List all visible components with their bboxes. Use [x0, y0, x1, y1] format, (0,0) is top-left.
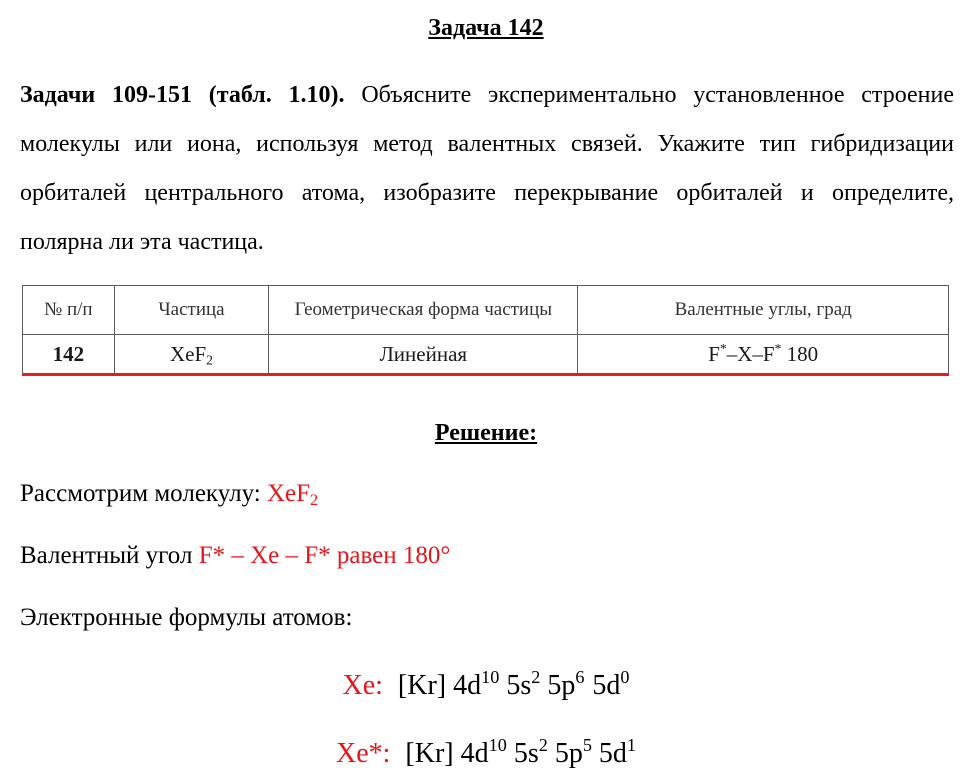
xe-star-5p-exp: 5	[582, 735, 592, 756]
task-reference: Задачи 109-151 (табл. 1.10).	[20, 82, 345, 108]
table-header-row	[23, 286, 949, 335]
header-number: № п/п	[23, 286, 115, 335]
molecule-formula-base: XeF	[266, 480, 311, 507]
header-angles: Валентные углы, град	[578, 286, 949, 335]
xe-5s: 5s	[499, 670, 532, 701]
xe-star-5d: 5d	[591, 738, 627, 769]
angle-value: 180	[781, 341, 819, 366]
xe-star-4d-exp: 10	[488, 735, 507, 756]
molecule-line	[20, 478, 318, 510]
solution-title: Решение:	[434, 420, 538, 446]
cell-particle	[114, 335, 269, 375]
angle-line	[20, 540, 450, 572]
header-shape: Геометрическая форма частицы	[269, 286, 578, 335]
task-text: Объясните экспериментально установленное строение молекулы или иона, используя метод валентных связей. Укажите тип гибридизации орбиталей центрального атома, изобразите перекрывание орбиталей и определите, полярна ли эта частица.	[20, 82, 955, 255]
xe-core: [Kr] 4d	[397, 670, 482, 701]
header-particle: Частица	[114, 286, 269, 335]
xe-5d: 5d	[592, 670, 621, 701]
problem-title: Задача 142	[428, 15, 544, 41]
xe-4d-exp: 10	[481, 667, 500, 688]
xe-5s-exp: 2	[531, 667, 541, 688]
cell-number: 142	[23, 335, 115, 375]
particle-subscript: 2	[206, 351, 213, 367]
xe-star-label: Xe*:	[335, 738, 391, 769]
xe-5d-exp: 0	[620, 667, 630, 688]
cell-angle	[578, 335, 949, 375]
xe-5p-exp: 6	[575, 667, 585, 688]
cell-shape: Линейная	[269, 335, 578, 375]
xe-star-5s: 5s	[506, 738, 539, 769]
electron-formulas-heading: Электронные формулы атомов:	[20, 604, 353, 631]
molecule-formula-sub: 2	[310, 491, 319, 510]
angle-star-1: *	[719, 340, 727, 356]
parameters-table	[22, 285, 949, 376]
angle-label: Валентный угол	[20, 542, 199, 569]
molecule-formula	[266, 480, 319, 510]
xe-5p: 5p	[540, 670, 576, 701]
xe-star-core: [Kr] 4d	[405, 738, 489, 769]
xe-star-5s-exp: 2	[538, 735, 548, 756]
xe-star-5p: 5p	[547, 738, 583, 769]
xe-star-5d-exp: 1	[626, 735, 636, 756]
molecule-label: Рассмотрим молекулу:	[20, 480, 267, 507]
xe-label: Xe:	[342, 670, 383, 701]
angle-atom-1: F	[708, 341, 720, 366]
angle-middle: –X–F	[726, 341, 775, 366]
particle-formula: XeF	[169, 341, 207, 366]
xe-excited-electron-formula	[0, 736, 972, 772]
xe-electron-formula	[0, 668, 972, 704]
angle-star-2: *	[774, 340, 782, 356]
angle-statement: F* – Xe – F* равен 180°	[198, 542, 451, 569]
table-row	[23, 335, 949, 375]
task-statement	[20, 71, 954, 267]
